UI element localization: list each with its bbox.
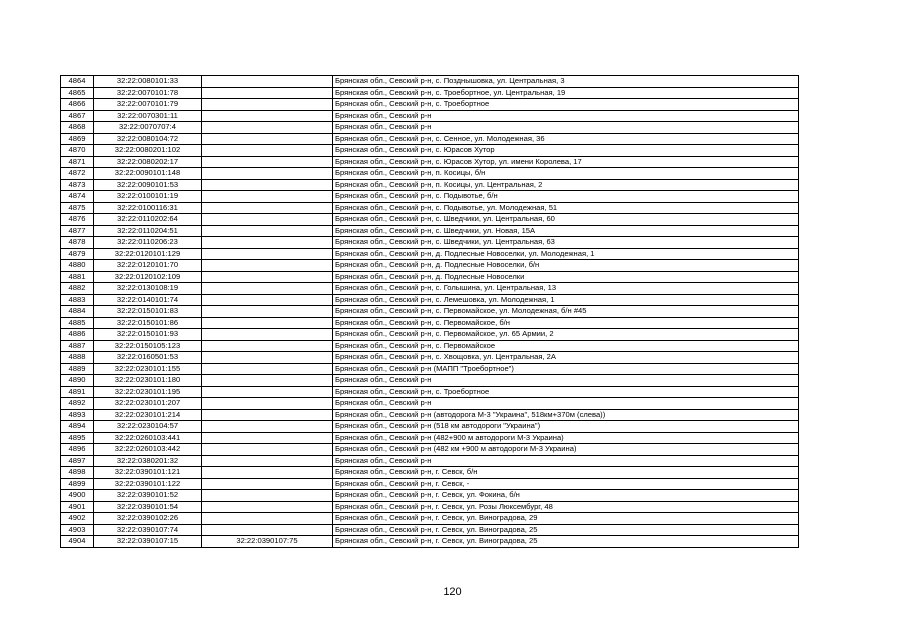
row-number-cell: 4867	[61, 110, 94, 122]
address-cell: Брянская обл., Севский р-н, с. Хвощовка, ул. Центральная, 2А	[333, 352, 799, 364]
cadastral-number-cell: 32:22:0150101:93	[94, 329, 202, 341]
cadastral-number-cell: 32:22:0390107:15	[94, 536, 202, 548]
row-number-cell: 4889	[61, 363, 94, 375]
cadastral-number-cell: 32:22:0150105:123	[94, 340, 202, 352]
address-cell: Брянская обл., Севский р-н (автодорога М-3 "Украина", 518км+370м (слева))	[333, 409, 799, 421]
cadastral-number-cell: 32:22:0100101:19	[94, 191, 202, 203]
table-row	[61, 306, 799, 318]
row-number-cell: 4868	[61, 122, 94, 134]
row-number-cell: 4895	[61, 432, 94, 444]
cadastral-number-cell: 32:22:0120101:129	[94, 248, 202, 260]
table-row	[61, 145, 799, 157]
row-number-cell: 4865	[61, 87, 94, 99]
table-row	[61, 478, 799, 490]
table-row	[61, 317, 799, 329]
linked-cadastral-number-cell	[202, 225, 333, 237]
row-number-cell: 4902	[61, 513, 94, 525]
address-cell: Брянская обл., Севский р-н, г. Севск, ул. Виноградова, 25	[333, 536, 799, 548]
linked-cadastral-number-cell	[202, 260, 333, 272]
linked-cadastral-number-cell	[202, 398, 333, 410]
cadastral-number-cell: 32:22:0120102:109	[94, 271, 202, 283]
page-number: 120	[443, 586, 462, 598]
linked-cadastral-number-cell	[202, 122, 333, 134]
table-row	[61, 421, 799, 433]
cadastral-number-cell: 32:22:0390101:52	[94, 490, 202, 502]
row-number-cell: 4901	[61, 501, 94, 513]
row-number-cell: 4872	[61, 168, 94, 180]
linked-cadastral-number-cell	[202, 156, 333, 168]
row-number-cell: 4875	[61, 202, 94, 214]
linked-cadastral-number-cell	[202, 432, 333, 444]
table-row	[61, 133, 799, 145]
address-cell: Брянская обл., Севский р-н, п. Косицы, ул. Центральная, 2	[333, 179, 799, 191]
row-number-cell: 4866	[61, 99, 94, 111]
address-cell: Брянская обл., Севский р-н	[333, 375, 799, 387]
table-row	[61, 110, 799, 122]
table-row	[61, 294, 799, 306]
cadastral-number-cell: 32:22:0390102:26	[94, 513, 202, 525]
address-cell: Брянская обл., Севский р-н	[333, 110, 799, 122]
linked-cadastral-number-cell	[202, 145, 333, 157]
linked-cadastral-number-cell	[202, 133, 333, 145]
address-cell: Брянская обл., Севский р-н, с. Подывотье, б/н	[333, 191, 799, 203]
table-row	[61, 248, 799, 260]
table-row	[61, 202, 799, 214]
linked-cadastral-number-cell	[202, 386, 333, 398]
linked-cadastral-number-cell	[202, 87, 333, 99]
table-row	[61, 76, 799, 88]
document-table	[60, 75, 799, 548]
address-cell: Брянская обл., Севский р-н	[333, 122, 799, 134]
row-number-cell: 4893	[61, 409, 94, 421]
cadastral-number-cell: 32:22:0380201:32	[94, 455, 202, 467]
address-cell: Брянская обл., Севский р-н, с. Подывотье, ул. Молодежная, 51	[333, 202, 799, 214]
linked-cadastral-number-cell	[202, 202, 333, 214]
linked-cadastral-number-cell	[202, 317, 333, 329]
table-row	[61, 214, 799, 226]
row-number-cell: 4888	[61, 352, 94, 364]
linked-cadastral-number-cell	[202, 294, 333, 306]
address-cell: Брянская обл., Севский р-н, г. Севск, -	[333, 478, 799, 490]
address-cell: Брянская обл., Севский р-н, с. Первомайское, ул. Молодежная, б/н #45	[333, 306, 799, 318]
cadastral-number-cell: 32:22:0230101:195	[94, 386, 202, 398]
linked-cadastral-number-cell	[202, 179, 333, 191]
address-cell: Брянская обл., Севский р-н, д. Подлесные Новоселки, ул. Молодежная, 1	[333, 248, 799, 260]
table-row	[61, 260, 799, 272]
table-row	[61, 271, 799, 283]
address-cell: Брянская обл., Севский р-н, с. Троебортное	[333, 99, 799, 111]
address-cell: Брянская обл., Севский р-н, г. Севск, ул. Розы Люксембург, 48	[333, 501, 799, 513]
document-table-body	[61, 76, 799, 548]
row-number-cell: 4885	[61, 317, 94, 329]
linked-cadastral-number-cell	[202, 76, 333, 88]
row-number-cell: 4897	[61, 455, 94, 467]
cadastral-number-cell: 32:22:0110206:23	[94, 237, 202, 249]
row-number-cell: 4904	[61, 536, 94, 548]
cadastral-number-cell: 32:22:0070101:79	[94, 99, 202, 111]
address-cell: Брянская обл., Севский р-н, г. Севск, ул. Виноградова, 29	[333, 513, 799, 525]
linked-cadastral-number-cell	[202, 237, 333, 249]
linked-cadastral-number-cell	[202, 329, 333, 341]
linked-cadastral-number-cell	[202, 363, 333, 375]
cadastral-number-cell: 32:22:0110202:64	[94, 214, 202, 226]
address-cell: Брянская обл., Севский р-н, с. Голышина, ул. Центральная, 13	[333, 283, 799, 295]
linked-cadastral-number-cell	[202, 214, 333, 226]
row-number-cell: 4890	[61, 375, 94, 387]
row-number-cell: 4874	[61, 191, 94, 203]
row-number-cell: 4878	[61, 237, 94, 249]
row-number-cell: 4873	[61, 179, 94, 191]
address-cell: Брянская обл., Севский р-н, с. Первомайское, ул. 65 Армии, 2	[333, 329, 799, 341]
row-number-cell: 4891	[61, 386, 94, 398]
address-cell: Брянская обл., Севский р-н	[333, 455, 799, 467]
address-cell: Брянская обл., Севский р-н, с. Шведчики, ул. Новая, 15А	[333, 225, 799, 237]
address-cell: Брянская обл., Севский р-н, г. Севск, б/н	[333, 467, 799, 479]
table-row	[61, 87, 799, 99]
address-cell: Брянская обл., Севский р-н (482+900 м автодороги М-3 Украина)	[333, 432, 799, 444]
cadastral-number-cell: 32:22:0390101:122	[94, 478, 202, 490]
cadastral-number-cell: 32:22:0160501:53	[94, 352, 202, 364]
linked-cadastral-number-cell	[202, 513, 333, 525]
cadastral-number-cell: 32:22:0230104:57	[94, 421, 202, 433]
address-cell: Брянская обл., Севский р-н, с. Троебортное, ул. Центральная, 19	[333, 87, 799, 99]
linked-cadastral-number-cell	[202, 524, 333, 536]
row-number-cell: 4880	[61, 260, 94, 272]
table-row	[61, 168, 799, 180]
row-number-cell: 4903	[61, 524, 94, 536]
address-cell: Брянская обл., Севский р-н, д. Подлесные Новоселки	[333, 271, 799, 283]
table-row	[61, 363, 799, 375]
cadastral-number-cell: 32:22:0230101:180	[94, 375, 202, 387]
table-row	[61, 501, 799, 513]
table-row	[61, 237, 799, 249]
cadastral-number-cell: 32:22:0260103:441	[94, 432, 202, 444]
table-row	[61, 191, 799, 203]
table-row	[61, 283, 799, 295]
address-cell: Брянская обл., Севский р-н, с. Юрасов Хутор, ул. имени Королева, 17	[333, 156, 799, 168]
table-row	[61, 398, 799, 410]
cadastral-number-cell: 32:22:0260103:442	[94, 444, 202, 456]
table-row	[61, 156, 799, 168]
address-cell: Брянская обл., Севский р-н, с. Шведчики, ул. Центральная, 63	[333, 237, 799, 249]
linked-cadastral-number-cell	[202, 467, 333, 479]
row-number-cell: 4894	[61, 421, 94, 433]
linked-cadastral-number-cell	[202, 478, 333, 490]
linked-cadastral-number-cell	[202, 501, 333, 513]
cadastral-number-cell: 32:22:0120101:70	[94, 260, 202, 272]
table-row	[61, 179, 799, 191]
cadastral-number-cell: 32:22:0390101:54	[94, 501, 202, 513]
cadastral-number-cell: 32:22:0390107:74	[94, 524, 202, 536]
table-row	[61, 329, 799, 341]
address-cell: Брянская обл., Севский р-н, с. Первомайское	[333, 340, 799, 352]
address-cell: Брянская обл., Севский р-н, с. Первомайское, б/н	[333, 317, 799, 329]
address-cell: Брянская обл., Севский р-н, с. Лемешовка, ул. Молодежная, 1	[333, 294, 799, 306]
table-row	[61, 340, 799, 352]
address-cell: Брянская обл., Севский р-н, с. Троебортное	[333, 386, 799, 398]
row-number-cell: 4899	[61, 478, 94, 490]
row-number-cell: 4884	[61, 306, 94, 318]
cadastral-number-cell: 32:22:0080201:102	[94, 145, 202, 157]
table-row	[61, 524, 799, 536]
cadastral-number-cell: 32:22:0070101:78	[94, 87, 202, 99]
address-cell: Брянская обл., Севский р-н, с. Сенное, ул. Молодежная, 36	[333, 133, 799, 145]
cadastral-number-cell: 32:22:0140101:74	[94, 294, 202, 306]
address-cell: Брянская обл., Севский р-н (518 км автодороги "Украина")	[333, 421, 799, 433]
linked-cadastral-number-cell	[202, 99, 333, 111]
row-number-cell: 4886	[61, 329, 94, 341]
table-row	[61, 122, 799, 134]
row-number-cell: 4900	[61, 490, 94, 502]
address-cell: Брянская обл., Севский р-н, с. Юрасов Хутор	[333, 145, 799, 157]
cadastral-number-cell: 32:22:0230101:214	[94, 409, 202, 421]
row-number-cell: 4871	[61, 156, 94, 168]
linked-cadastral-number-cell	[202, 352, 333, 364]
address-cell: Брянская обл., Севский р-н, с. Шведчики, ул. Центральная, 60	[333, 214, 799, 226]
table-row	[61, 455, 799, 467]
table-row	[61, 536, 799, 548]
linked-cadastral-number-cell: 32:22:0390107:75	[202, 536, 333, 548]
row-number-cell: 4870	[61, 145, 94, 157]
table-row	[61, 99, 799, 111]
row-number-cell: 4892	[61, 398, 94, 410]
linked-cadastral-number-cell	[202, 375, 333, 387]
row-number-cell: 4882	[61, 283, 94, 295]
cadastral-number-cell: 32:22:0090101:53	[94, 179, 202, 191]
linked-cadastral-number-cell	[202, 248, 333, 260]
address-cell: Брянская обл., Севский р-н, г. Севск, ул. Виноградова, 25	[333, 524, 799, 536]
table-row	[61, 432, 799, 444]
table-row	[61, 352, 799, 364]
address-cell: Брянская обл., Севский р-н, д. Подлесные Новоселки, б/н	[333, 260, 799, 272]
linked-cadastral-number-cell	[202, 444, 333, 456]
cadastral-number-cell: 32:22:0390101:121	[94, 467, 202, 479]
cadastral-number-cell: 32:22:0070301:11	[94, 110, 202, 122]
table-row	[61, 444, 799, 456]
linked-cadastral-number-cell	[202, 271, 333, 283]
row-number-cell: 4869	[61, 133, 94, 145]
address-cell: Брянская обл., Севский р-н, с. Позднышовка, ул. Центральная, 3	[333, 76, 799, 88]
table-row	[61, 409, 799, 421]
row-number-cell: 4896	[61, 444, 94, 456]
linked-cadastral-number-cell	[202, 283, 333, 295]
linked-cadastral-number-cell	[202, 168, 333, 180]
linked-cadastral-number-cell	[202, 455, 333, 467]
cadastral-number-cell: 32:22:0130108:19	[94, 283, 202, 295]
cadastral-number-cell: 32:22:0080202:17	[94, 156, 202, 168]
linked-cadastral-number-cell	[202, 409, 333, 421]
row-number-cell: 4879	[61, 248, 94, 260]
row-number-cell: 4898	[61, 467, 94, 479]
cadastral-number-cell: 32:22:0230101:155	[94, 363, 202, 375]
row-number-cell: 4883	[61, 294, 94, 306]
table-row	[61, 225, 799, 237]
cadastral-number-cell: 32:22:0150101:83	[94, 306, 202, 318]
cadastral-number-cell: 32:22:0150101:86	[94, 317, 202, 329]
row-number-cell: 4877	[61, 225, 94, 237]
table-row	[61, 513, 799, 525]
cadastral-number-cell: 32:22:0100116:31	[94, 202, 202, 214]
address-cell: Брянская обл., Севский р-н (482 км +900 м автодороги М-3 Украина)	[333, 444, 799, 456]
cadastral-number-cell: 32:22:0070707:4	[94, 122, 202, 134]
linked-cadastral-number-cell	[202, 110, 333, 122]
table-row	[61, 467, 799, 479]
address-cell: Брянская обл., Севский р-н, г. Севск, ул. Фокина, б/н	[333, 490, 799, 502]
address-cell: Брянская обл., Севский р-н (МАПП "Троебортное")	[333, 363, 799, 375]
address-cell: Брянская обл., Севский р-н, п. Косицы, б/н	[333, 168, 799, 180]
linked-cadastral-number-cell	[202, 490, 333, 502]
cadastral-number-cell: 32:22:0090101:148	[94, 168, 202, 180]
row-number-cell: 4887	[61, 340, 94, 352]
row-number-cell: 4864	[61, 76, 94, 88]
linked-cadastral-number-cell	[202, 191, 333, 203]
table-row	[61, 490, 799, 502]
table-row	[61, 386, 799, 398]
cadastral-number-cell: 32:22:0080104:72	[94, 133, 202, 145]
row-number-cell: 4881	[61, 271, 94, 283]
table-row	[61, 375, 799, 387]
cadastral-number-cell: 32:22:0110204:51	[94, 225, 202, 237]
row-number-cell: 4876	[61, 214, 94, 226]
linked-cadastral-number-cell	[202, 421, 333, 433]
cadastral-number-cell: 32:22:0080101:33	[94, 76, 202, 88]
linked-cadastral-number-cell	[202, 306, 333, 318]
address-cell: Брянская обл., Севский р-н	[333, 398, 799, 410]
cadastral-number-cell: 32:22:0230101:207	[94, 398, 202, 410]
linked-cadastral-number-cell	[202, 340, 333, 352]
